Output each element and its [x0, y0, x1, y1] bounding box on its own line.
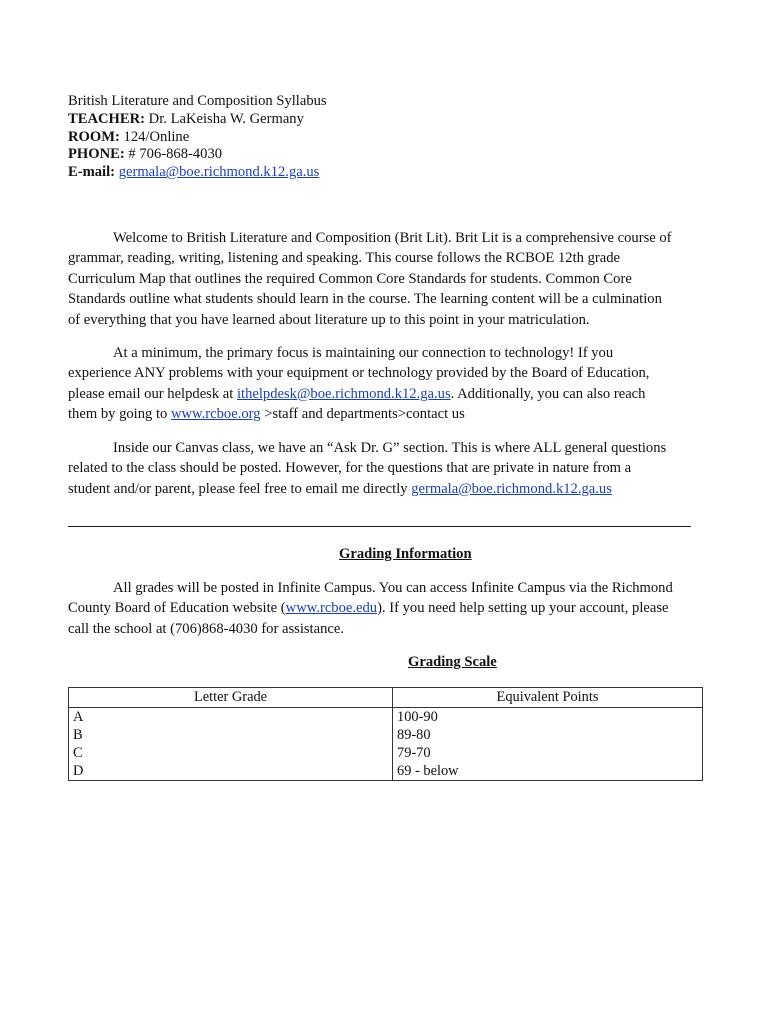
- grade-cell: B: [73, 727, 83, 743]
- phone-label: PHONE:: [68, 146, 125, 163]
- points-cell: 79-70: [397, 745, 431, 761]
- room-row: [68, 129, 327, 147]
- canvas-line: Inside our Canvas class, we have an “Ask Dr. G” section. This is where ALL general questions: [113, 440, 667, 456]
- phone-value: # 706-868-4030: [124, 146, 223, 163]
- canvas-line: [68, 479, 708, 499]
- tech-line: [68, 404, 708, 424]
- tech-line: At a minimum, the primary focus is maintaining our connection to technology! If you: [113, 345, 614, 361]
- grading-line: All grades will be posted in Infinite Campus. You can access Infinite Campus via the Richmond: [113, 580, 673, 596]
- grading-scale-table: [68, 687, 703, 781]
- canvas-text: student and/or parent, please feel free to email me directly: [68, 480, 412, 497]
- teacher-label: TEACHER:: [68, 110, 146, 127]
- points-column: [393, 708, 703, 781]
- intro-line: Welcome to British Literature and Composition (Brit Lit). Brit Lit is a comprehensive course of: [113, 230, 672, 246]
- tech-text: them by going to: [68, 406, 171, 423]
- tech-text: please email our helpdesk at: [68, 385, 237, 402]
- technology-paragraph: [68, 343, 708, 425]
- equivalent-points-header: Equivalent Points: [393, 688, 703, 708]
- phone-row: [68, 146, 327, 164]
- tech-text: >staff and departments>contact us: [260, 406, 465, 423]
- teacher-row: [68, 111, 327, 129]
- grade-column: [69, 708, 393, 781]
- table-header-row: [69, 688, 703, 708]
- grading-text: ). If you need help setting up your account, please: [377, 600, 669, 617]
- grading-paragraph: [68, 578, 708, 639]
- grading-line: call the school at (706)868-4030 for assistance.: [68, 620, 344, 637]
- canvas-line: related to the class should be posted. However, for the questions that are private in nature from a: [68, 460, 632, 477]
- canvas-paragraph: [68, 438, 708, 499]
- rcboe-org-link[interactable]: www.rcboe.org: [170, 406, 261, 423]
- points-cell: 69 - below: [397, 763, 459, 779]
- teacher-email-link-2[interactable]: germala@boe.richmond.k12.ga.us: [411, 480, 612, 497]
- teacher-email-link[interactable]: germala@boe.richmond.k12.ga.us: [118, 164, 320, 181]
- points-cell: 100-90: [397, 709, 438, 725]
- tech-line: experience ANY problems with your equipment or technology provided by the Board of Education,: [68, 365, 650, 382]
- email-label: E-mail:: [68, 164, 116, 181]
- syllabus-header: [68, 93, 327, 182]
- room-label: ROOM:: [68, 128, 120, 145]
- section-divider: [68, 526, 691, 527]
- grade-cell: C: [73, 745, 83, 761]
- grading-information-heading: Grading Information: [339, 546, 472, 562]
- intro-paragraph: [68, 228, 708, 330]
- table-row: [69, 708, 703, 781]
- grade-cell: A: [73, 709, 84, 725]
- tech-line: [68, 384, 708, 404]
- rcboe-edu-link[interactable]: www.rcboe.edu: [285, 600, 378, 617]
- tech-text: . Additionally, you can also reach: [450, 385, 646, 402]
- grading-scale-heading: Grading Scale: [408, 654, 497, 670]
- syllabus-title: British Literature and Composition Syllabus: [68, 93, 327, 109]
- email-row: [68, 164, 327, 182]
- grading-text: County Board of Education website (: [68, 600, 286, 617]
- grading-line: [68, 598, 708, 618]
- letter-grade-header: Letter Grade: [69, 688, 393, 708]
- helpdesk-email-link[interactable]: ithelpdesk@boe.richmond.k12.ga.us: [236, 385, 451, 402]
- intro-line: Standards outline what students should learn in the course. The learning content will be a culmination: [68, 291, 662, 308]
- intro-line: of everything that you have learned about literature up to this point in your matriculation.: [68, 311, 590, 328]
- intro-line: Curriculum Map that outlines the required Common Core Standards for students. Common Core: [68, 270, 632, 287]
- room-value: 124/Online: [119, 128, 190, 145]
- intro-line: grammar, reading, writing, listening and speaking. This course follows the RCBOE 12th grade: [68, 250, 620, 267]
- teacher-value: Dr. LaKeisha W. Germany: [145, 110, 304, 127]
- grade-cell: D: [73, 763, 84, 779]
- points-cell: 89-80: [397, 727, 431, 743]
